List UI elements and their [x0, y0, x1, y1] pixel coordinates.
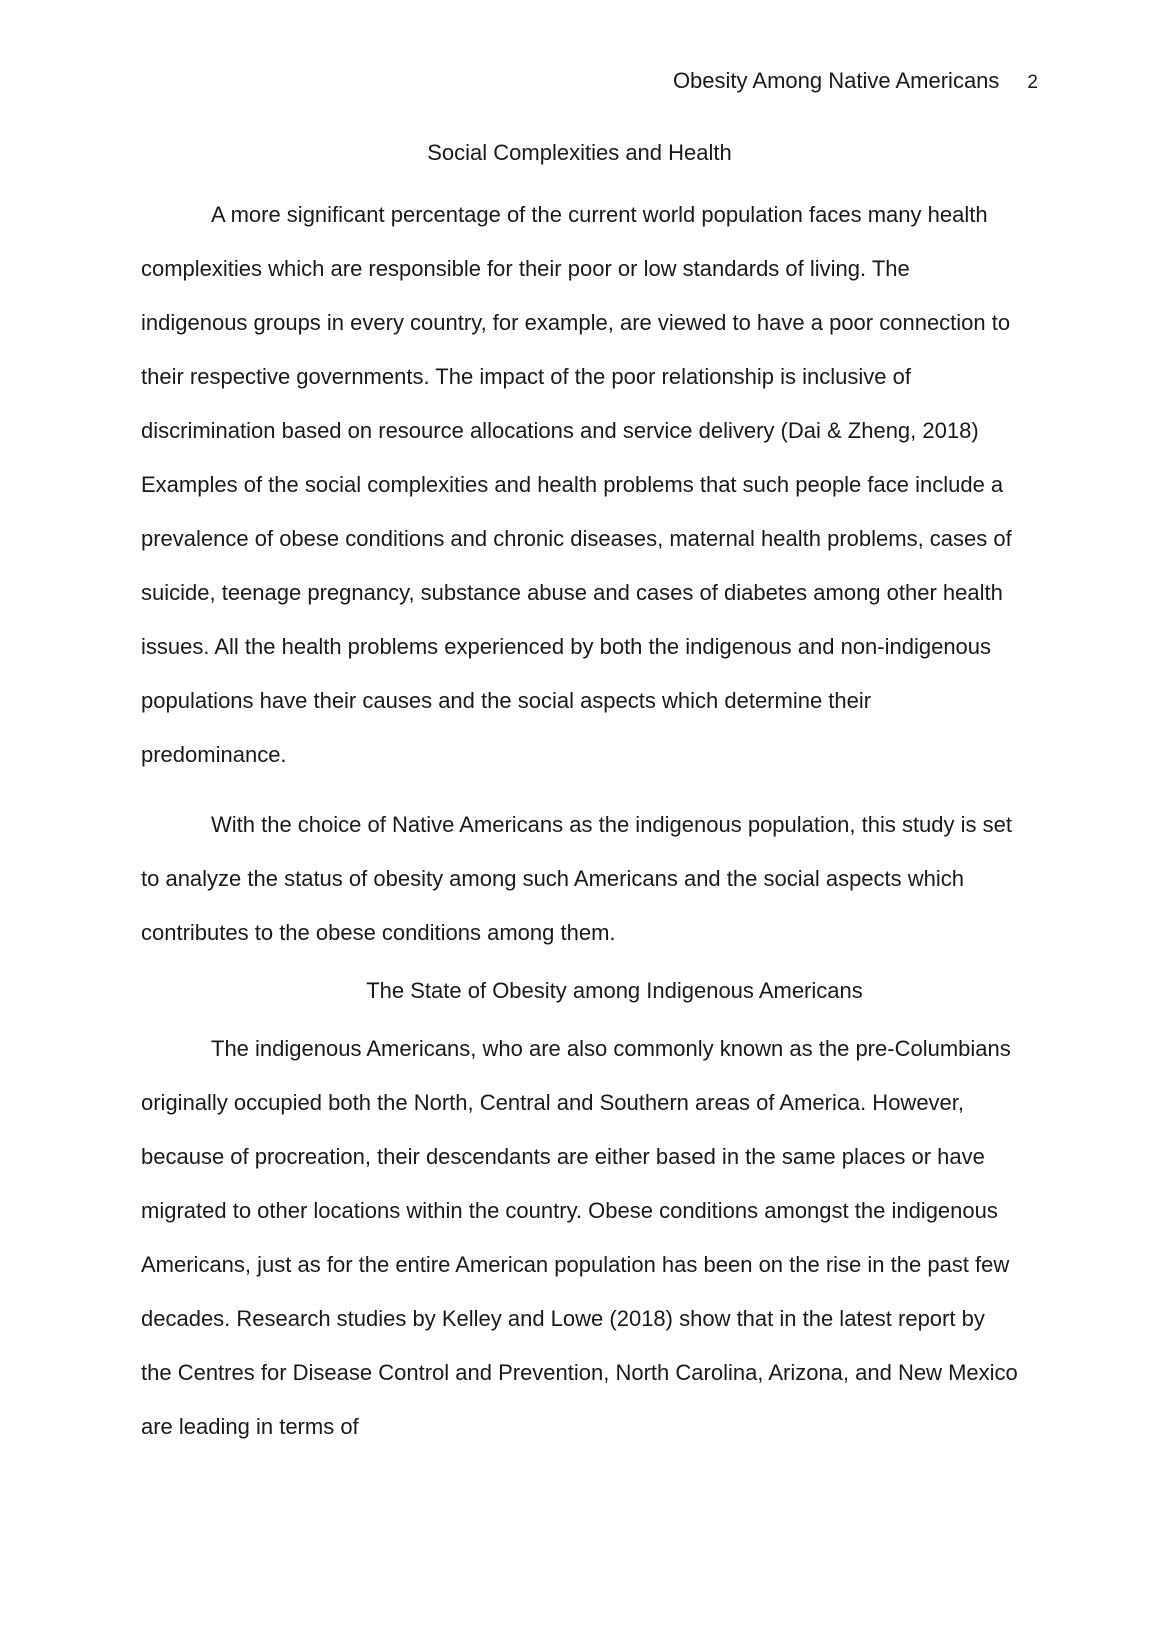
paragraph: With the choice of Native Americans as the indigenous population, this study is set to analyze the status of obesity among such Americans and the social aspects which contributes to the obese conditions among them.: [141, 812, 1012, 945]
paragraph: A more significant percentage of the current world population faces many health complexities which are responsible for their poor or low standards of living. The indigenous groups in every country, for example, are viewed to have a poor connection to their respective governments. The impact of the poor relationship is inclusive of discrimination based on resource allocations and service delivery (Dai & Zheng, 2018) Examples of the social complexities and health problems that such people face include a prevalence of obese conditions and chronic diseases, maternal health problems, cases of suicide, teenage pregnancy, substance abuse and cases of diabetes among other health issues. All the health problems experienced by both the indigenous and non-indigenous populations have their causes and the social aspects which determine their predominance.: [141, 202, 1012, 767]
page-header: [673, 66, 1038, 98]
section-heading-state-of-obesity: The State of Obesity among Indigenous Americans: [366, 978, 863, 1003]
paragraph: The indigenous Americans, who are also commonly known as the pre-Columbians originally occupied both the North, Central and Southern areas of America. However, because of procreation, their descendants are either based in the same places or have migrated to other locations within the country. Obese conditions amongst the indigenous Americans, just as for the entire American population has been on the rise in the past few decades. Research studies by Kelley and Lowe (2018) show that in the latest report by the Centres for Disease Control and Prevention, North Carolina, Arizona, and New Mexico are leading in terms of: [141, 1036, 1018, 1439]
section-heading-social-complexities: Social Complexities and Health: [427, 140, 732, 165]
running-head: Obesity Among Native Americans: [672, 68, 1000, 93]
page-number: 2: [1027, 72, 1038, 93]
document-body: [141, 126, 1018, 1454]
